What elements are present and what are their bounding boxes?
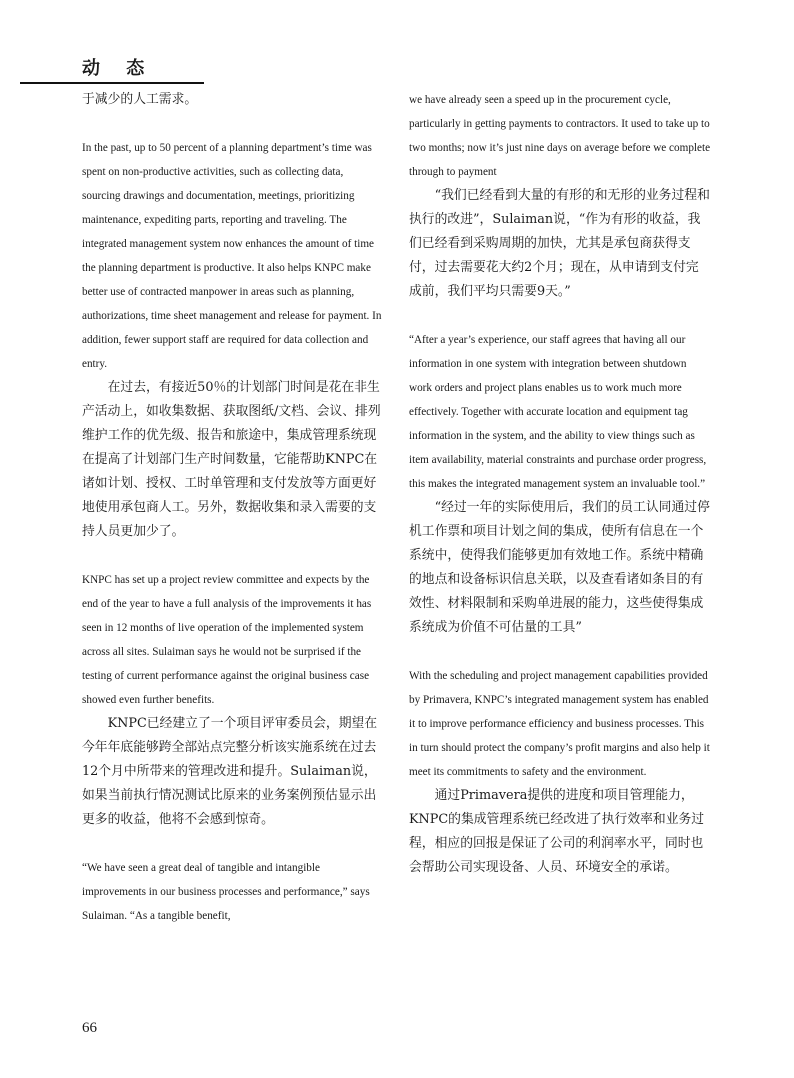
paragraph-en: “After a year’s experience, our staff agrees that having all our information in one system with integration between shutdown work orders and project plans enables us to work much more effectively. Together with accurate location and equipment tag information in the system, and the ability to view things such as item availability, material constraints and purchase order progress, this makes the integrated management system an invaluable tool.” (409, 334, 707, 490)
paragraph-en: we have already seen a speed up in the procurement cycle, particularly in getting payments to contractors. It used to take up to two months; now it’s just nine days on average before we complete through to payment (409, 94, 711, 178)
section-header (20, 58, 204, 84)
paragraph-zh: KNPC已经建立了一个项目评审委员会，期望在今年年底能够跨全部站点完整分析该实施系统在过去12个月中所带来的管理改进和提升。Sulaiman说，如果当前执行情况测试比原来的业务案例预估显示出更多的收益，他将不会感到惊奇。 (82, 716, 378, 827)
paragraph-zh: 在过去，有接近50％的计划部门时间是花在非生产活动上，如收集数据、获取图纸/文档、会议、排列维护工作的优先级、报告和旅途中，集成管理系统现在提高了计划部门生产时间数量，它能帮助KNPC在诸如计划、授权、工时单管理和支付发放等方面更好地使用承包商人工。另外，数据收集和录入需要的支持人员更加少了。 (82, 380, 381, 539)
paragraph-zh: 通过Primavera提供的进度和项目管理能力，KNPC的集成管理系统已经改进了执行效率和业务过程，相应的回报是保证了公司的利润率水平，同时也会帮助公司实现设备、人员、环境安全的承诺。 (409, 788, 705, 875)
page-number: 66 (82, 1020, 97, 1036)
paragraph-en: With the scheduling and project management capabilities provided by Primavera, KNPC’s integrated management system has enabled it to improve performance efficiency and business processes. This in turn should protect the company’s profit margins and also help it meet its commitments to safety and the environment. (409, 670, 710, 778)
section-title: 动 态 (82, 58, 155, 79)
paragraph-zh: “经过一年的实际使用后，我们的员工认同通过停机工作票和项目计划之间的集成，使所有信息在一个系统中，使得我们能够更加有效地工作。系统中精确的地点和设备标识信息关联，以及查看诸如条目的有效性、材料限制和采购单进展的能力，这些使得集成系统成为价值不可估量的工具” (409, 500, 710, 635)
paragraph-en: KNPC has set up a project review committee and expects by the end of the year to have a full analysis of the improvements it has seen in 12 months of live operation of the implemented system across all sites. Sulaiman says he would not be surprised if the testing of current performance against the original business case showed even further benefits. (82, 574, 372, 706)
paragraph-zh: “我们已经看到大量的有形的和无形的业务过程和执行的改进”，Sulaiman说，“作为有形的收益，我们已经看到采购周期的加快，尤其是承包商获得支付，过去需要花大约2个月；现在，从申请到支付完成前，我们平均只需要9天。” (409, 188, 710, 299)
paragraph-zh: 于减少的人工需求。 (82, 92, 198, 107)
paragraph-en: In the past, up to 50 percent of a planning department’s time was spent on non-productive activities, such as collecting data, sourcing drawings and documentation, meetings, prioritizing maintenance, expediting parts, reporting and traveling. The integrated management system now enhances the amount of time the planning department is productive. It also helps KNPC make better use of contracted manpower in areas such as planning, authorizations, time sheet management and release for payment. In addition, fewer support staff are required for data collection and entry. (82, 142, 382, 370)
header-rule (20, 82, 204, 84)
paragraph-en: “We have seen a great deal of tangible and intangible improvements in our business processes and performance,” says Sulaiman. “As a tangible benefit, (82, 862, 370, 922)
left-column (82, 88, 384, 928)
right-column (409, 88, 711, 880)
